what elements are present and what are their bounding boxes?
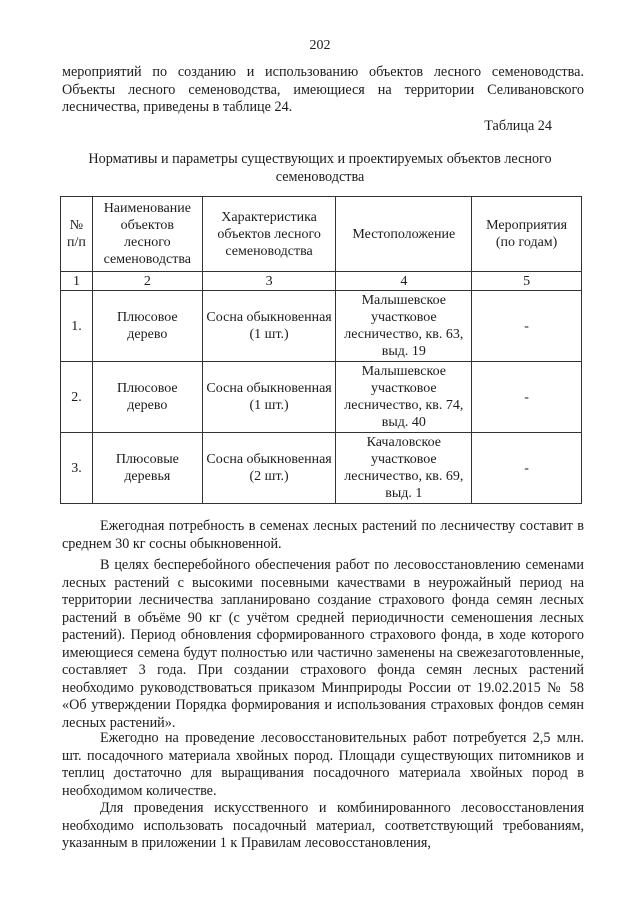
- table-title: Нормативы и параметры существующих и проектируемых объектов лесного семеноводства: [88, 151, 552, 185]
- object-characteristic: Сосна обыкновенная (2 шт.): [202, 433, 336, 504]
- row-number: 2.: [61, 362, 93, 433]
- table-header-row: [61, 197, 582, 272]
- header-cell: Мероприятия (по годам): [472, 197, 582, 272]
- seed-demand-paragraph: Ежегодная потребность в семенах лесных растений по лесничеству составит в среднем 30 кг сосны обыкновенной.: [62, 518, 584, 552]
- column-number: 1: [61, 272, 93, 291]
- insurance-fund-paragraph: В целях бесперебойного обеспечения работ по лесовосстановлению семенами лесных растений с высокими посевными качествами в неурожайный период на территории лесничества запланировано создание страхового фонда семян лесных растений в объёме 90 кг (с учётом средней периодичности семеношения лесных растений). Период обновления сформированного страхового фонда, в ходе которого имеющиеся семена будут полностью или частично заменены на свежезаготовленные, составляет 3 года. При создании страхового фонда семян лесных растений необходимо руководствоваться приказом Минприроды России от 19.02.2015 № 58 «Об утверждении Порядка формирования и использования страховых фондов семян лесных растений».: [62, 557, 584, 731]
- row-number: 3.: [61, 433, 93, 504]
- table-row: [61, 362, 582, 433]
- table-label: Таблица 24: [484, 118, 552, 134]
- row-number: 1.: [61, 291, 93, 362]
- object-measures: -: [472, 291, 582, 362]
- object-characteristic: Сосна обыкновенная (1 шт.): [202, 362, 336, 433]
- column-number: 5: [472, 272, 582, 291]
- seed-objects-table: [60, 196, 582, 504]
- object-measures: -: [472, 433, 582, 504]
- page-number: 202: [309, 38, 331, 53]
- header-cell: Местоположение: [336, 197, 472, 272]
- header-cell: Наименование объектов лесного семеноводства: [92, 197, 202, 272]
- object-name: Плюсовые деревья: [92, 433, 202, 504]
- planting-material-paragraph: Ежегодно на проведение лесовосстановительных работ потребуется 2,5 млн. шт. посадочного материала хвойных пород. Площади существующих питомников и теплиц достаточно для выращивания посадочного материала хвойных пород в необходимом количестве.: [62, 730, 584, 799]
- table-row: [61, 433, 582, 504]
- object-location: Качаловское участковое лесничество, кв. 69, выд. 1: [336, 433, 472, 504]
- object-name: Плюсовое дерево: [92, 362, 202, 433]
- header-cell: Характеристика объектов лесного семеноводства: [202, 197, 336, 272]
- column-number: 3: [202, 272, 336, 291]
- reforestation-paragraph: Для проведения искусственного и комбинированного лесовосстановления необходимо использовать посадочный материал, соответствующий требованиям, указанным в приложении 1 к Правилам лесовосстановления,: [62, 800, 584, 851]
- column-number: 4: [336, 272, 472, 291]
- column-number-row: [61, 272, 582, 291]
- object-location: Малышевское участковое лесничество, кв. 74, выд. 40: [336, 362, 472, 433]
- intro-paragraph: мероприятий по созданию и использованию объектов лесного семеноводства. Объекты лесного семеноводства, имеющиеся на территории Селивановского лесничества, приведены в таблице 24.: [62, 64, 584, 115]
- column-number: 2: [92, 272, 202, 291]
- table-row: [61, 291, 582, 362]
- object-characteristic: Сосна обыкновенная (1 шт.): [202, 291, 336, 362]
- object-location: Малышевское участковое лесничество, кв. 63, выд. 19: [336, 291, 472, 362]
- header-cell: № п/п: [61, 197, 93, 272]
- object-name: Плюсовое дерево: [92, 291, 202, 362]
- object-measures: -: [472, 362, 582, 433]
